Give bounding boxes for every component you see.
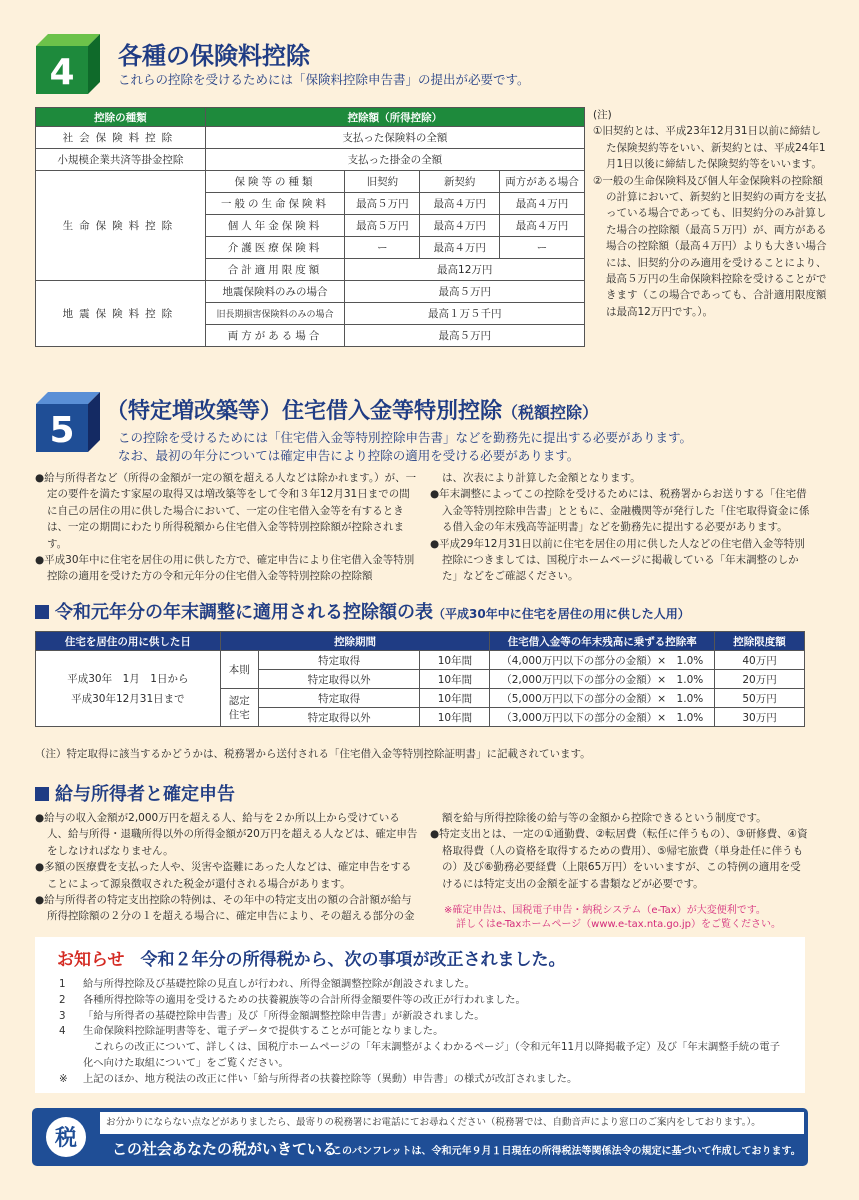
list-item (59, 1009, 789, 1025)
list-item (59, 977, 789, 993)
group-label-line: 住宅 (228, 708, 250, 721)
date-end: 平成30年12月31日まで (71, 692, 185, 705)
cell: （4,000万円以下の部分の金額）× 1.0% (490, 651, 715, 670)
notice-title (57, 945, 566, 970)
section-4-notes (593, 107, 829, 320)
paragraph: ●多額の医療費を支払った人や、災害や盗難にあった人などは、確定申告をすることによって源泉徴収された税金が還付される場合があります。 (35, 861, 412, 890)
cell: （3,000万円以下の部分の金額）× 1.0% (490, 708, 715, 727)
item-text: 「給与所得者の基礎控除申告書」及び「所得金額調整控除申告書」が新設されました。 (83, 1009, 485, 1022)
cell: 合計適用限度額 (205, 259, 345, 281)
cell: 最高５万円 (345, 193, 420, 215)
cell: 最高５万円 (345, 215, 420, 237)
section-5-title (106, 394, 598, 425)
row-label: 地震保険料控除 (36, 281, 206, 347)
paragraph: は、次表により計算した金額となります。 (442, 472, 641, 484)
section-4-number-icon (36, 34, 106, 94)
section-6-title-text: 給与所得者と確定申告 (55, 784, 235, 805)
cell: 個人年金保険料 (205, 215, 345, 237)
cell: 一般の生命保険料 (205, 193, 345, 215)
cell: 介護医療保険料 (205, 237, 345, 259)
item-number (59, 1040, 83, 1072)
cell: 旧長期損害保険料のみの場合 (205, 303, 345, 325)
note-text: (注) (593, 109, 612, 121)
table-header: 住宅を居住の用に供した日 (36, 632, 221, 651)
footer-info: お分かりにならない点などがありましたら、最寄りの税務署にお電話にてお尋ねください（税務署では、自動音声により窓口のご案内をしております。）。 (100, 1112, 804, 1134)
cell: 最高５万円 (345, 281, 585, 303)
paragraph: ●給与所得者の特定支出控除の特例は、その年中の特定支出の額の合計額が給与所得控除額の２分の１を超える場合に、確定申告により、その超える部分の金 (35, 894, 415, 923)
section-5-title-main: （特定増改築等）住宅借入金等特別控除 (106, 399, 503, 424)
item-text: これらの改正について、詳しくは、国税庁ホームページの「年末調整がよくわかるページ」（令和元年11月以降掲載予定）及び「年末調整手続の電子化へ向けた取組について」をご覧ください。 (83, 1041, 781, 1069)
item-number: 3 (59, 1009, 66, 1022)
group-label (220, 689, 258, 727)
item-text: 給与所得控除及び基礎控除の見直しが行われ、所得金額調整控除が創設されました。 (83, 978, 475, 990)
cell: 旧契約 (345, 171, 420, 193)
table-header: 控除の種類 (36, 108, 206, 127)
item-number: 4 (59, 1025, 66, 1038)
item-number: 2 (59, 993, 66, 1006)
square-bullet-icon (35, 787, 49, 801)
paragraph: ●平成29年12月31日以前に住宅を居住の用に供した人などの住宅借入金等特別控除につきましては、国税庁ホームページに掲載している「年末調整のしかた」などをご確認ください。 (430, 537, 805, 583)
item-text: 各種所得控除等の適用を受けるための扶養親族等の合計所得金額要件等の改正が行われました。 (83, 993, 526, 1006)
group-label-line: 認定 (228, 694, 250, 707)
cell: 保険等の種類 (205, 171, 345, 193)
paragraph: ●特定支出とは、一定の①通勤費、②転居費（転任に伴うもの）、③研修費、④資格取得費（人の資格を取得するための費用）、⑤帰宅旅費（単身赴任に伴うもの）及び⑥勤務必要経費（上限65万円）をいいますが、この特例の適用を受けるには特定支出の金額を証する書類などが必要です。 (430, 828, 808, 890)
etax-note-line: ※確定申告は、国税電子申告・納税システム（e-Tax）が大変便利です。 (444, 905, 766, 916)
list-item (59, 1040, 789, 1072)
etax-note-line: 詳しくはe-Taxホームページ（www.e-tax.nta.go.jp）をご覧ください。 (456, 919, 782, 930)
row-value: 支払った保険料の全額 (205, 127, 584, 149)
item-text: 生命保険料控除証明書等を、電子データで提供することが可能となりました。 (83, 1025, 444, 1038)
section-5-number: 5 (49, 410, 75, 451)
cell: 10年間 (420, 708, 490, 727)
section-5-number-icon (36, 392, 106, 452)
section-4-title: 各種の保険料控除 (118, 42, 310, 70)
paragraph: ●給与の収入金額が2,000万円を超える人、給与を２か所以上から受けている人、給与所得・退職所得以外の所得金額が20万円を超える人などは、確定申告をしなければなりません。 (35, 812, 418, 857)
item-text: 上記のほか、地方税法の改正に伴い「給与所得者の扶養控除等（異動）申告書」の様式が改訂されました。 (83, 1072, 578, 1085)
cell: 両方がある場合 (205, 325, 345, 347)
cell: 最高４万円 (420, 215, 500, 237)
footer-note: このパンフレットは、令和元年９月１日現在の所得税法等関係法令の規定に基づいて作成しております。 (332, 1146, 801, 1157)
cell: 30万円 (715, 708, 805, 727)
section-6-left-text (35, 810, 420, 925)
tax-logo-icon (38, 1114, 94, 1160)
cell: ー (345, 237, 420, 259)
cell: 最高12万円 (345, 259, 585, 281)
cell: 最高４万円 (500, 215, 585, 237)
cell: 特定取得以外 (258, 708, 420, 727)
item-number: 1 (59, 978, 66, 990)
table-2-title (35, 598, 690, 624)
housing-loan-deduction-table (35, 631, 805, 727)
table-header: 控除限度額 (715, 632, 805, 651)
list-item (59, 1024, 789, 1040)
cell: 特定取得以外 (258, 670, 420, 689)
section-5-title-small: （税額控除） (502, 403, 599, 422)
list-item (59, 993, 789, 1009)
note-text: ②一般の生命保険料及び個人年金保険料の控除額の計算において、新契約と旧契約の両方を支払っている場合であっても、旧契約分のみ計算した場合の控除額（最高５万円）が、両方がある場合の控除額（最高４万円）よりも大きい場合には、旧契約分のみ適用を受けることにより、最高５万円の生命保険料控除を受けることができます（この場合であっても、合計適用限度額は最高12万円です。）。 (593, 174, 827, 318)
section-5-subtitle-2: なお、最初の年分については確定申告により控除の適用を受ける必要があります。 (118, 448, 580, 463)
row-value: 支払った掛金の全額 (205, 149, 584, 171)
table-header: 控除期間 (220, 632, 490, 651)
date-start: 平成30年 1月 1日から (67, 672, 189, 685)
group-label: 本則 (220, 651, 258, 689)
cell: 最高４万円 (500, 193, 585, 215)
section-6-right-text (430, 810, 810, 892)
cell: （2,000万円以下の部分の金額）× 1.0% (490, 670, 715, 689)
cell: 最高１万５千円 (345, 303, 585, 325)
row-label: 生命保険料控除 (36, 171, 206, 281)
cell: ー (500, 237, 585, 259)
cell: 50万円 (715, 689, 805, 708)
notice-list (59, 977, 789, 1088)
section-5-left-text (35, 470, 420, 585)
cell: （5,000万円以下の部分の金額）× 1.0% (490, 689, 715, 708)
cell: 10年間 (420, 670, 490, 689)
etax-note (444, 904, 781, 932)
cell: 40万円 (715, 651, 805, 670)
notice-label: お知らせ (57, 950, 125, 970)
footer-slogan: この社会あなたの税がいきている (112, 1140, 338, 1158)
tax-logo-text: 税 (54, 1126, 78, 1151)
cell: 10年間 (420, 651, 490, 670)
cell: 両方がある場合 (500, 171, 585, 193)
list-item (59, 1072, 789, 1088)
notice-title-text: 令和２年分の所得税から、次の事項が改正されました。 (140, 950, 566, 970)
item-number: ※ (59, 1072, 68, 1085)
table-2-note: （注）特定取得に該当するかどうかは、税務署から送付される「住宅借入金等特別控除証明書」に記載されています。 (35, 748, 591, 760)
cell: 地震保険料のみの場合 (205, 281, 345, 303)
paragraph: ●年末調整によってこの控除を受けるためには、税務署からお送りする「住宅借入金等特別控除申告書」とともに、金融機関等が発行した「住宅取得資金に係る借入金の年末残高等証明書」などを勤務先に提出する必要があります。 (430, 488, 810, 534)
paragraph: ●給与所得者など（所得の金額が一定の額を超える人などは除かれます。）が、一定の要件を満たす家屋の取得又は増改築等をして令和３年12月31日までの間に自己の居住の用に供した場合において、一定の住宅借入金等を有するときは、一定の期間にわたり所得税額から住宅借入金等特別控除額が控除されます。 (35, 472, 417, 550)
notice-box (35, 937, 805, 1093)
cell: 10年間 (420, 689, 490, 708)
cell: 特定取得 (258, 689, 420, 708)
table-2-title-small: （平成30年中に住宅を居住の用に供した人用） (433, 607, 690, 621)
row-label: 小規模企業共済等掛金控除 (36, 149, 206, 171)
cell: 特定取得 (258, 651, 420, 670)
cell: 最高４万円 (420, 193, 500, 215)
row-label: 社会保険料控除 (36, 127, 206, 149)
footer-banner (32, 1108, 808, 1166)
insurance-deduction-table (35, 107, 585, 347)
section-4-subtitle: これらの控除を受けるためには「保険料控除申告書」の提出が必要です。 (118, 72, 530, 87)
table-header: 控除額（所得控除） (205, 108, 584, 127)
note-text: ①旧契約とは、平成23年12月31日以前に締結した保険契約等をいい、新契約とは、平成24年1月1日以後に締結した保険契約等をいいます。 (593, 125, 826, 171)
section-5-subtitle-1: この控除を受けるためには「住宅借入金等特別控除申告書」などを勤務先に提出する必要があります。 (118, 430, 693, 445)
square-bullet-icon (35, 605, 49, 619)
section-6-title (35, 780, 235, 806)
date-range (36, 651, 221, 727)
paragraph: 額を給与所得控除後の給与等の金額から控除できるという制度です。 (442, 812, 767, 824)
section-5-right-text (430, 470, 810, 585)
table-header: 住宅借入金等の年末残高に乗ずる控除率 (490, 632, 715, 651)
cell: 最高４万円 (420, 237, 500, 259)
section-4-number: 4 (49, 52, 75, 93)
cell: 最高５万円 (345, 325, 585, 347)
table-2-title-main: 令和元年分の年末調整に適用される控除額の表 (55, 602, 433, 623)
cell: 新契約 (420, 171, 500, 193)
cell: 20万円 (715, 670, 805, 689)
paragraph: ●平成30年中に住宅を居住の用に供した方で、確定申告により住宅借入金等特別控除の適用を受けた方の令和元年分の住宅借入金等特別控除の控除額 (35, 554, 415, 583)
